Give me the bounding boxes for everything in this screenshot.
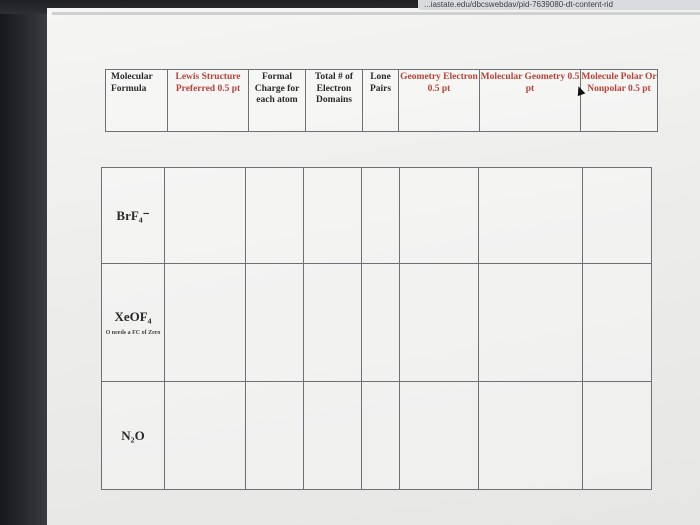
formula-label: XeOF₄: [114, 308, 152, 324]
header-lewis-structure: Lewis Structure Preferred 0.5 pt: [168, 70, 249, 132]
header-molecular-formula: Molecular Formula: [106, 70, 168, 132]
answer-cell-electron-geometry[interactable]: [400, 264, 479, 382]
answer-cell-polarity[interactable]: [583, 382, 652, 490]
formula-cell: [102, 264, 165, 382]
header-molecular-geometry: Molecular Geometry 0.5 pt: [480, 70, 581, 132]
answer-cell-molecular-geometry[interactable]: [479, 264, 583, 382]
table-row: [102, 382, 652, 490]
formula-label: BrF₄⁻: [116, 207, 150, 223]
answer-table: [101, 167, 652, 490]
answer-cell-formal-charge[interactable]: [246, 264, 304, 382]
header-electron-geometry: Geometry Electron 0.5 pt: [399, 70, 480, 132]
answer-cell-electron-domains[interactable]: [304, 168, 362, 264]
table-row: [102, 168, 652, 264]
page-top-divider: [52, 12, 700, 15]
answer-cell-polarity[interactable]: [583, 264, 652, 382]
answer-cell-lewis[interactable]: [165, 168, 246, 264]
answer-cell-molecular-geometry[interactable]: [479, 168, 583, 264]
answer-cell-lone-pairs[interactable]: [362, 382, 400, 490]
table-row: [102, 264, 652, 382]
header-total-electron-domains: Total # of Electron Domains: [306, 70, 363, 132]
answer-cell-electron-domains[interactable]: [304, 264, 362, 382]
monitor-bezel: [0, 0, 47, 525]
header-table: [105, 69, 658, 132]
answer-cell-electron-geometry[interactable]: [400, 168, 479, 264]
answer-cell-lewis[interactable]: [165, 382, 246, 490]
header-lone-pairs: Lone Pairs: [363, 70, 399, 132]
header-polarity: Molecule Polar Or Nonpolar 0.5 pt: [581, 70, 658, 132]
address-bar[interactable]: ...iastate.edu/dbcswebdav/pid-7639080-dt-content-rid: [418, 0, 700, 10]
answer-cell-lone-pairs[interactable]: [362, 264, 400, 382]
formula-cell: [102, 382, 165, 490]
formula-note: O needs a FC of Zero: [105, 329, 161, 336]
answer-cell-electron-domains[interactable]: [304, 382, 362, 490]
answer-cell-lone-pairs[interactable]: [362, 168, 400, 264]
answer-cell-lewis[interactable]: [165, 264, 246, 382]
answer-cell-formal-charge[interactable]: [246, 168, 304, 264]
answer-cell-electron-geometry[interactable]: [400, 382, 479, 490]
answer-cell-formal-charge[interactable]: [246, 382, 304, 490]
header-formal-charge: Formal Charge for each atom: [249, 70, 306, 132]
formula-label: N₂O: [121, 427, 145, 443]
answer-cell-polarity[interactable]: [583, 168, 652, 264]
answer-cell-molecular-geometry[interactable]: [479, 382, 583, 490]
formula-cell: [102, 168, 165, 264]
